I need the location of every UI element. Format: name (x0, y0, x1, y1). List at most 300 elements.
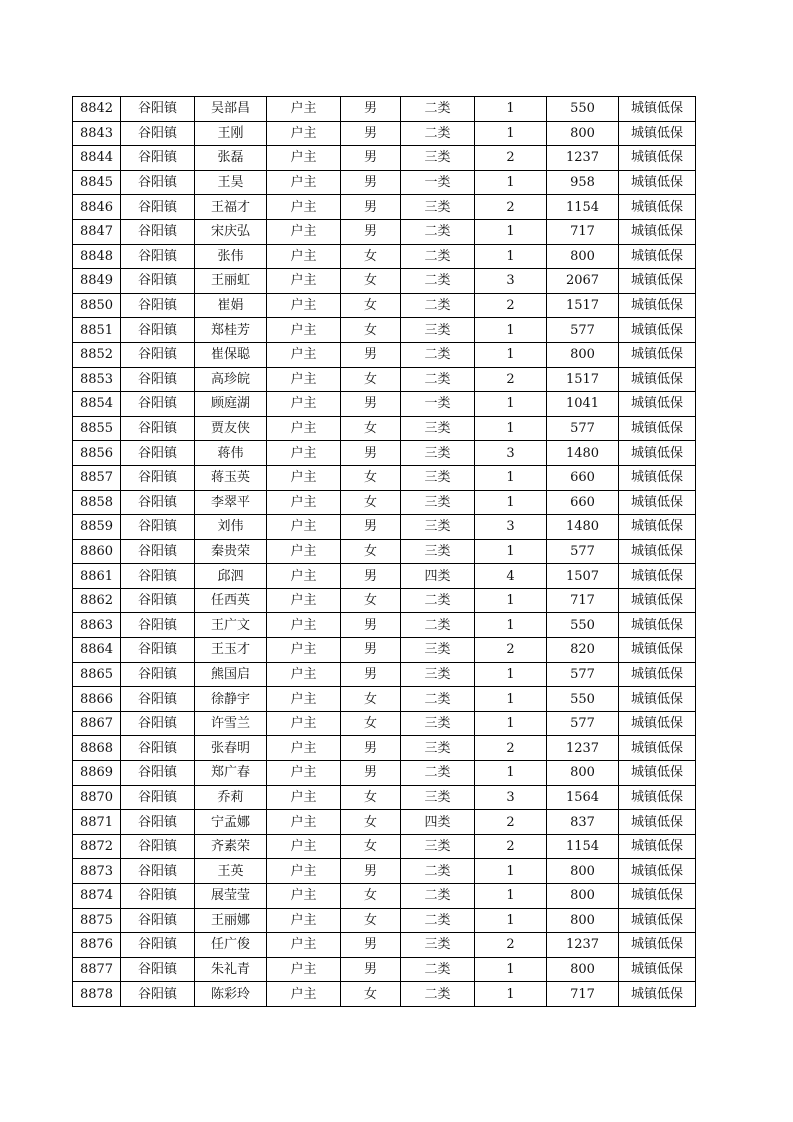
subsidy-type-cell: 城镇低保 (619, 515, 696, 540)
category-cell: 三类 (401, 416, 475, 441)
serial-number-cell: 8875 (73, 908, 121, 933)
amount-cell: 1154 (547, 195, 619, 220)
town-cell: 谷阳镇 (121, 859, 195, 884)
gender-cell: 男 (341, 761, 401, 786)
subsidy-type-cell: 城镇低保 (619, 441, 696, 466)
town-cell: 谷阳镇 (121, 834, 195, 859)
category-cell: 三类 (401, 318, 475, 343)
table-row (73, 613, 696, 638)
town-cell: 谷阳镇 (121, 613, 195, 638)
gender-cell: 女 (341, 367, 401, 392)
category-cell: 二类 (401, 97, 475, 122)
household-size-cell: 2 (475, 293, 547, 318)
relation-cell: 户主 (267, 711, 341, 736)
serial-number-cell: 8858 (73, 490, 121, 515)
gender-cell: 女 (341, 785, 401, 810)
name-cell: 李翠平 (195, 490, 267, 515)
serial-number-cell: 8844 (73, 146, 121, 171)
gender-cell: 男 (341, 441, 401, 466)
relation-cell: 户主 (267, 761, 341, 786)
serial-number-cell: 8867 (73, 711, 121, 736)
household-size-cell: 2 (475, 367, 547, 392)
table-row (73, 441, 696, 466)
name-cell: 王玉才 (195, 638, 267, 663)
relation-cell: 户主 (267, 564, 341, 589)
household-size-cell: 1 (475, 97, 547, 122)
subsidy-type-cell: 城镇低保 (619, 761, 696, 786)
category-cell: 四类 (401, 810, 475, 835)
amount-cell: 717 (547, 588, 619, 613)
relation-cell: 户主 (267, 859, 341, 884)
amount-cell: 550 (547, 687, 619, 712)
serial-number-cell: 8842 (73, 97, 121, 122)
town-cell: 谷阳镇 (121, 982, 195, 1007)
town-cell: 谷阳镇 (121, 687, 195, 712)
subsidy-type-cell: 城镇低保 (619, 687, 696, 712)
household-size-cell: 2 (475, 195, 547, 220)
household-size-cell: 1 (475, 490, 547, 515)
category-cell: 三类 (401, 146, 475, 171)
amount-cell: 717 (547, 219, 619, 244)
subsidy-type-cell: 城镇低保 (619, 146, 696, 171)
relation-cell: 户主 (267, 736, 341, 761)
subsidy-type-cell: 城镇低保 (619, 613, 696, 638)
relation-cell: 户主 (267, 810, 341, 835)
table-row (73, 293, 696, 318)
serial-number-cell: 8856 (73, 441, 121, 466)
household-size-cell: 4 (475, 564, 547, 589)
name-cell: 王英 (195, 859, 267, 884)
amount-cell: 958 (547, 170, 619, 195)
subsidy-type-cell: 城镇低保 (619, 244, 696, 269)
town-cell: 谷阳镇 (121, 416, 195, 441)
serial-number-cell: 8861 (73, 564, 121, 589)
amount-cell: 800 (547, 908, 619, 933)
name-cell: 崔保聪 (195, 342, 267, 367)
gender-cell: 女 (341, 711, 401, 736)
name-cell: 张磊 (195, 146, 267, 171)
table-row (73, 588, 696, 613)
town-cell: 谷阳镇 (121, 539, 195, 564)
category-cell: 一类 (401, 170, 475, 195)
table-body (73, 97, 696, 1007)
category-cell: 二类 (401, 687, 475, 712)
name-cell: 秦贵荣 (195, 539, 267, 564)
household-size-cell: 1 (475, 982, 547, 1007)
category-cell: 二类 (401, 761, 475, 786)
relation-cell: 户主 (267, 293, 341, 318)
serial-number-cell: 8855 (73, 416, 121, 441)
name-cell: 郑广春 (195, 761, 267, 786)
household-size-cell: 1 (475, 392, 547, 417)
table-row (73, 761, 696, 786)
table-row (73, 121, 696, 146)
household-size-cell: 1 (475, 908, 547, 933)
town-cell: 谷阳镇 (121, 564, 195, 589)
subsidy-table (72, 96, 696, 1007)
table-row (73, 687, 696, 712)
town-cell: 谷阳镇 (121, 121, 195, 146)
relation-cell: 户主 (267, 170, 341, 195)
serial-number-cell: 8877 (73, 957, 121, 982)
relation-cell: 户主 (267, 638, 341, 663)
relation-cell: 户主 (267, 121, 341, 146)
relation-cell: 户主 (267, 416, 341, 441)
subsidy-type-cell: 城镇低保 (619, 293, 696, 318)
household-size-cell: 2 (475, 834, 547, 859)
town-cell: 谷阳镇 (121, 662, 195, 687)
amount-cell: 577 (547, 318, 619, 343)
serial-number-cell: 8850 (73, 293, 121, 318)
relation-cell: 户主 (267, 613, 341, 638)
category-cell: 二类 (401, 588, 475, 613)
name-cell: 王福才 (195, 195, 267, 220)
name-cell: 蒋玉英 (195, 465, 267, 490)
gender-cell: 男 (341, 195, 401, 220)
subsidy-type-cell: 城镇低保 (619, 834, 696, 859)
household-size-cell: 1 (475, 613, 547, 638)
amount-cell: 550 (547, 613, 619, 638)
subsidy-type-cell: 城镇低保 (619, 219, 696, 244)
subsidy-type-cell: 城镇低保 (619, 982, 696, 1007)
name-cell: 任西英 (195, 588, 267, 613)
gender-cell: 男 (341, 564, 401, 589)
table-row (73, 982, 696, 1007)
name-cell: 陈彩玲 (195, 982, 267, 1007)
gender-cell: 男 (341, 736, 401, 761)
serial-number-cell: 8866 (73, 687, 121, 712)
gender-cell: 男 (341, 392, 401, 417)
town-cell: 谷阳镇 (121, 957, 195, 982)
amount-cell: 550 (547, 97, 619, 122)
serial-number-cell: 8876 (73, 933, 121, 958)
amount-cell: 800 (547, 859, 619, 884)
category-cell: 二类 (401, 859, 475, 884)
subsidy-type-cell: 城镇低保 (619, 588, 696, 613)
category-cell: 二类 (401, 908, 475, 933)
serial-number-cell: 8846 (73, 195, 121, 220)
serial-number-cell: 8845 (73, 170, 121, 195)
category-cell: 三类 (401, 933, 475, 958)
table-row (73, 392, 696, 417)
subsidy-type-cell: 城镇低保 (619, 465, 696, 490)
serial-number-cell: 8878 (73, 982, 121, 1007)
household-size-cell: 1 (475, 588, 547, 613)
town-cell: 谷阳镇 (121, 195, 195, 220)
town-cell: 谷阳镇 (121, 219, 195, 244)
gender-cell: 女 (341, 539, 401, 564)
relation-cell: 户主 (267, 219, 341, 244)
table-row (73, 244, 696, 269)
gender-cell: 男 (341, 859, 401, 884)
table-row (73, 170, 696, 195)
name-cell: 郑桂芳 (195, 318, 267, 343)
amount-cell: 1480 (547, 441, 619, 466)
relation-cell: 户主 (267, 97, 341, 122)
amount-cell: 820 (547, 638, 619, 663)
name-cell: 宋庆弘 (195, 219, 267, 244)
table-row (73, 342, 696, 367)
relation-cell: 户主 (267, 318, 341, 343)
gender-cell: 女 (341, 244, 401, 269)
relation-cell: 户主 (267, 687, 341, 712)
subsidy-type-cell: 城镇低保 (619, 97, 696, 122)
name-cell: 王广文 (195, 613, 267, 638)
table-row (73, 195, 696, 220)
category-cell: 二类 (401, 244, 475, 269)
town-cell: 谷阳镇 (121, 884, 195, 909)
category-cell: 二类 (401, 269, 475, 294)
gender-cell: 男 (341, 957, 401, 982)
serial-number-cell: 8864 (73, 638, 121, 663)
subsidy-type-cell: 城镇低保 (619, 392, 696, 417)
town-cell: 谷阳镇 (121, 170, 195, 195)
town-cell: 谷阳镇 (121, 515, 195, 540)
serial-number-cell: 8868 (73, 736, 121, 761)
subsidy-type-cell: 城镇低保 (619, 342, 696, 367)
gender-cell: 女 (341, 908, 401, 933)
relation-cell: 户主 (267, 269, 341, 294)
subsidy-type-cell: 城镇低保 (619, 269, 696, 294)
relation-cell: 户主 (267, 957, 341, 982)
town-cell: 谷阳镇 (121, 588, 195, 613)
household-size-cell: 1 (475, 539, 547, 564)
relation-cell: 户主 (267, 146, 341, 171)
table-row (73, 711, 696, 736)
serial-number-cell: 8869 (73, 761, 121, 786)
subsidy-type-cell: 城镇低保 (619, 416, 696, 441)
town-cell: 谷阳镇 (121, 97, 195, 122)
household-size-cell: 2 (475, 810, 547, 835)
table-row (73, 834, 696, 859)
name-cell: 邱泗 (195, 564, 267, 589)
household-size-cell: 1 (475, 859, 547, 884)
category-cell: 二类 (401, 982, 475, 1007)
table-row (73, 515, 696, 540)
subsidy-type-cell: 城镇低保 (619, 908, 696, 933)
relation-cell: 户主 (267, 465, 341, 490)
gender-cell: 女 (341, 884, 401, 909)
name-cell: 齐素荣 (195, 834, 267, 859)
name-cell: 宁孟娜 (195, 810, 267, 835)
subsidy-type-cell: 城镇低保 (619, 195, 696, 220)
gender-cell: 女 (341, 293, 401, 318)
gender-cell: 男 (341, 342, 401, 367)
town-cell: 谷阳镇 (121, 736, 195, 761)
gender-cell: 女 (341, 588, 401, 613)
category-cell: 三类 (401, 490, 475, 515)
gender-cell: 男 (341, 638, 401, 663)
amount-cell: 660 (547, 465, 619, 490)
name-cell: 高珍皖 (195, 367, 267, 392)
table-row (73, 957, 696, 982)
gender-cell: 女 (341, 490, 401, 515)
table-row (73, 859, 696, 884)
amount-cell: 577 (547, 416, 619, 441)
table-row (73, 219, 696, 244)
serial-number-cell: 8859 (73, 515, 121, 540)
household-size-cell: 1 (475, 711, 547, 736)
relation-cell: 户主 (267, 884, 341, 909)
subsidy-type-cell: 城镇低保 (619, 662, 696, 687)
serial-number-cell: 8857 (73, 465, 121, 490)
household-size-cell: 1 (475, 957, 547, 982)
subsidy-type-cell: 城镇低保 (619, 711, 696, 736)
category-cell: 三类 (401, 736, 475, 761)
gender-cell: 女 (341, 318, 401, 343)
serial-number-cell: 8853 (73, 367, 121, 392)
name-cell: 乔莉 (195, 785, 267, 810)
name-cell: 刘伟 (195, 515, 267, 540)
serial-number-cell: 8848 (73, 244, 121, 269)
amount-cell: 1507 (547, 564, 619, 589)
household-size-cell: 2 (475, 736, 547, 761)
category-cell: 二类 (401, 219, 475, 244)
relation-cell: 户主 (267, 908, 341, 933)
household-size-cell: 1 (475, 121, 547, 146)
relation-cell: 户主 (267, 539, 341, 564)
subsidy-type-cell: 城镇低保 (619, 859, 696, 884)
town-cell: 谷阳镇 (121, 244, 195, 269)
subsidy-type-cell: 城镇低保 (619, 539, 696, 564)
name-cell: 蒋伟 (195, 441, 267, 466)
town-cell: 谷阳镇 (121, 761, 195, 786)
serial-number-cell: 8860 (73, 539, 121, 564)
serial-number-cell: 8849 (73, 269, 121, 294)
household-size-cell: 3 (475, 441, 547, 466)
table-row (73, 146, 696, 171)
town-cell: 谷阳镇 (121, 269, 195, 294)
serial-number-cell: 8873 (73, 859, 121, 884)
town-cell: 谷阳镇 (121, 293, 195, 318)
name-cell: 许雪兰 (195, 711, 267, 736)
table-row (73, 810, 696, 835)
gender-cell: 男 (341, 613, 401, 638)
table-row (73, 490, 696, 515)
category-cell: 三类 (401, 638, 475, 663)
serial-number-cell: 8863 (73, 613, 121, 638)
relation-cell: 户主 (267, 982, 341, 1007)
household-size-cell: 1 (475, 244, 547, 269)
amount-cell: 660 (547, 490, 619, 515)
relation-cell: 户主 (267, 662, 341, 687)
table-row (73, 416, 696, 441)
relation-cell: 户主 (267, 441, 341, 466)
table-row (73, 908, 696, 933)
relation-cell: 户主 (267, 834, 341, 859)
amount-cell: 577 (547, 711, 619, 736)
household-size-cell: 1 (475, 761, 547, 786)
household-size-cell: 1 (475, 416, 547, 441)
serial-number-cell: 8872 (73, 834, 121, 859)
amount-cell: 800 (547, 244, 619, 269)
name-cell: 崔娟 (195, 293, 267, 318)
subsidy-type-cell: 城镇低保 (619, 957, 696, 982)
household-size-cell: 3 (475, 515, 547, 540)
subsidy-type-cell: 城镇低保 (619, 933, 696, 958)
household-size-cell: 1 (475, 342, 547, 367)
household-size-cell: 2 (475, 638, 547, 663)
name-cell: 王丽娜 (195, 908, 267, 933)
table-row (73, 785, 696, 810)
table-row (73, 367, 696, 392)
household-size-cell: 1 (475, 318, 547, 343)
amount-cell: 1564 (547, 785, 619, 810)
category-cell: 四类 (401, 564, 475, 589)
serial-number-cell: 8847 (73, 219, 121, 244)
household-size-cell: 3 (475, 785, 547, 810)
subsidy-type-cell: 城镇低保 (619, 785, 696, 810)
name-cell: 顾庭湖 (195, 392, 267, 417)
table-row (73, 318, 696, 343)
amount-cell: 717 (547, 982, 619, 1007)
amount-cell: 1237 (547, 736, 619, 761)
subsidy-type-cell: 城镇低保 (619, 736, 696, 761)
gender-cell: 男 (341, 121, 401, 146)
table-row (73, 539, 696, 564)
subsidy-type-cell: 城镇低保 (619, 810, 696, 835)
name-cell: 张春明 (195, 736, 267, 761)
amount-cell: 800 (547, 761, 619, 786)
amount-cell: 577 (547, 539, 619, 564)
household-size-cell: 1 (475, 219, 547, 244)
town-cell: 谷阳镇 (121, 367, 195, 392)
table-row (73, 884, 696, 909)
subsidy-type-cell: 城镇低保 (619, 367, 696, 392)
amount-cell: 2067 (547, 269, 619, 294)
amount-cell: 800 (547, 957, 619, 982)
subsidy-type-cell: 城镇低保 (619, 564, 696, 589)
amount-cell: 837 (547, 810, 619, 835)
name-cell: 吴部昌 (195, 97, 267, 122)
subsidy-type-cell: 城镇低保 (619, 490, 696, 515)
name-cell: 贾友侠 (195, 416, 267, 441)
subsidy-type-cell: 城镇低保 (619, 170, 696, 195)
amount-cell: 1517 (547, 367, 619, 392)
serial-number-cell: 8862 (73, 588, 121, 613)
relation-cell: 户主 (267, 392, 341, 417)
name-cell: 熊国启 (195, 662, 267, 687)
town-cell: 谷阳镇 (121, 810, 195, 835)
gender-cell: 女 (341, 982, 401, 1007)
serial-number-cell: 8854 (73, 392, 121, 417)
amount-cell: 1517 (547, 293, 619, 318)
amount-cell: 1237 (547, 933, 619, 958)
subsidy-type-cell: 城镇低保 (619, 121, 696, 146)
town-cell: 谷阳镇 (121, 933, 195, 958)
category-cell: 三类 (401, 834, 475, 859)
subsidy-type-cell: 城镇低保 (619, 318, 696, 343)
amount-cell: 1154 (547, 834, 619, 859)
table-row (73, 736, 696, 761)
subsidy-type-cell: 城镇低保 (619, 884, 696, 909)
relation-cell: 户主 (267, 342, 341, 367)
category-cell: 三类 (401, 539, 475, 564)
household-size-cell: 1 (475, 465, 547, 490)
relation-cell: 户主 (267, 195, 341, 220)
household-size-cell: 1 (475, 884, 547, 909)
category-cell: 三类 (401, 515, 475, 540)
household-size-cell: 1 (475, 170, 547, 195)
gender-cell: 女 (341, 465, 401, 490)
category-cell: 二类 (401, 342, 475, 367)
category-cell: 三类 (401, 465, 475, 490)
amount-cell: 1041 (547, 392, 619, 417)
household-size-cell: 1 (475, 687, 547, 712)
household-size-cell: 3 (475, 269, 547, 294)
town-cell: 谷阳镇 (121, 490, 195, 515)
household-size-cell: 2 (475, 933, 547, 958)
